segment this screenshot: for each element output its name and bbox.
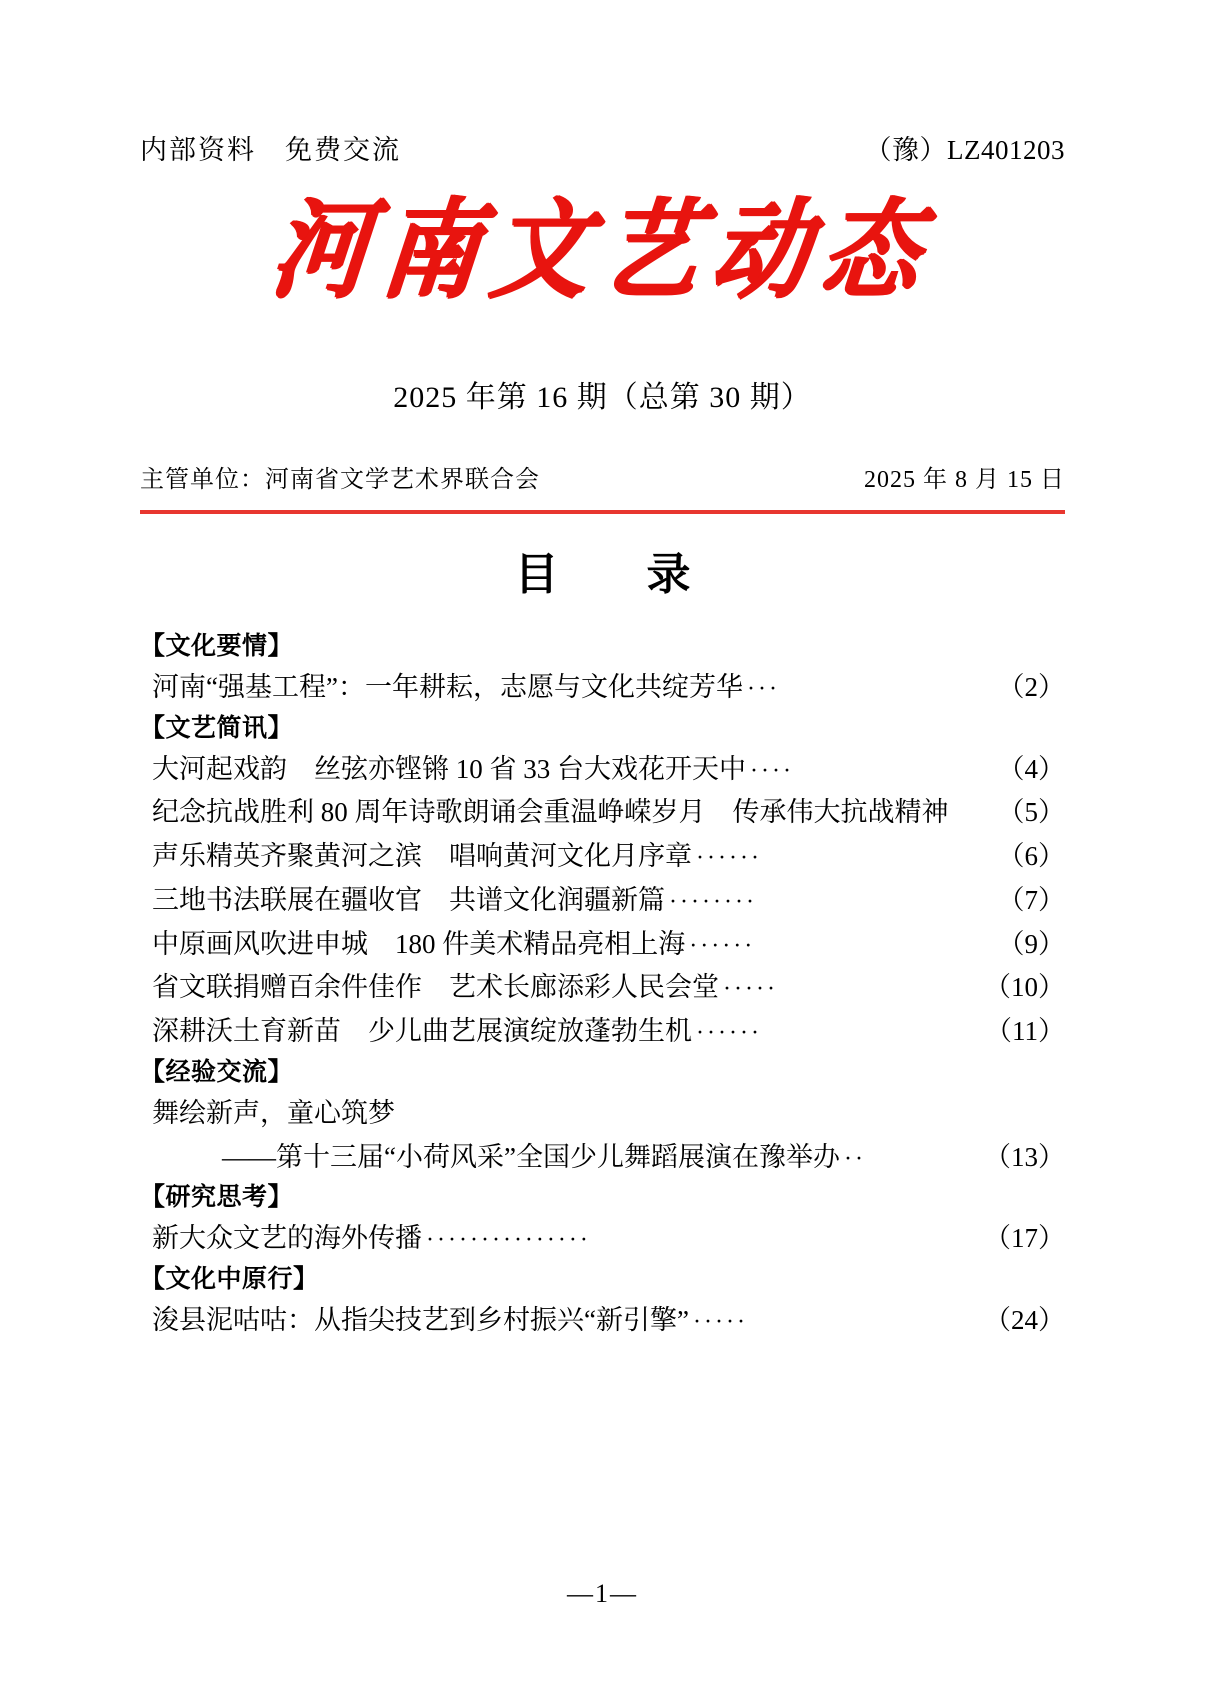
toc-entry-title: 河南“强基工程”：一年耕耘，志愿与文化共绽芳华 <box>152 672 743 702</box>
registration-number: （豫）LZ401203 <box>864 135 1065 165</box>
toc-entry[interactable] <box>140 835 1065 879</box>
toc-dot-leader: ··· <box>746 676 780 702</box>
toc-section-heading: 【文化中原行】 <box>140 1266 319 1294</box>
red-divider-rule <box>140 510 1065 514</box>
toc-entry-page-number: （9） <box>997 928 1065 959</box>
toc-entry[interactable] <box>140 1136 1065 1180</box>
publisher-row <box>140 459 1065 494</box>
toc-entry-page-number: （24） <box>984 1305 1065 1336</box>
toc-entry-page-number: （7） <box>997 884 1065 915</box>
toc-entry-title: 大河起戏韵 丝弦亦铿锵 10 省 33 台大戏花开天中 <box>152 753 746 784</box>
toc-dot-leader: ····· <box>692 1309 748 1336</box>
toc-dot-leader: ······ <box>689 932 756 959</box>
toc-entry-title: 三地书法联展在疆收官 共谱文化润疆新篇 <box>152 884 665 915</box>
masthead-meta-row <box>140 128 1065 167</box>
toc-entry[interactable] <box>140 966 1065 1010</box>
toc-entry-title: 舞绘新声，童心筑梦 <box>152 1097 395 1128</box>
toc-heading: 目 录 <box>514 550 713 599</box>
toc-dot-leader: ·· <box>843 1145 866 1172</box>
internal-notice-text: 内部资料 免费交流 <box>140 135 401 165</box>
toc-entry-title: 新大众文艺的海外传播 <box>152 1223 422 1254</box>
toc-dot-leader: ··············· <box>426 1227 591 1254</box>
toc-entry[interactable] <box>140 879 1065 923</box>
issue-number-line: 2025 年第 16 期（总第 30 期） <box>393 381 812 414</box>
toc-dot-leader: ········ <box>669 888 757 915</box>
publication-title: 河南文艺动态 <box>265 186 940 313</box>
publication-date: 2025 年 8 月 15 日 <box>864 467 1065 493</box>
toc-entry-page-number: （13） <box>984 1141 1065 1172</box>
toc-entry[interactable] <box>140 923 1065 967</box>
toc-entry-page-number: （10） <box>984 972 1065 1003</box>
toc-entry-title: 深耕沃土育新苗 少儿曲艺展演绽放蓬勃生机 <box>152 1016 692 1047</box>
toc-entry[interactable] <box>140 748 1065 792</box>
toc-entry-page-number: （17） <box>984 1223 1065 1254</box>
table-of-contents <box>140 628 1065 1343</box>
toc-dot-leader: ····· <box>723 976 778 1003</box>
toc-entry-title: 省文联捐赠百余件佳作 艺术长廊添彩人民会堂 <box>152 972 719 1003</box>
page-folio: —1— <box>567 1579 638 1608</box>
toc-section-heading: 【经验交流】 <box>140 1058 294 1086</box>
toc-section-heading: 【研究思考】 <box>140 1184 294 1212</box>
toc-entry-title: 浚县泥咕咕：从指尖技艺到乡村振兴“新引擎” <box>152 1305 689 1336</box>
toc-entry[interactable] <box>140 1092 1065 1136</box>
toc-entry[interactable] <box>140 1299 1065 1343</box>
toc-dot-leader: ······ <box>696 845 762 872</box>
toc-entry[interactable] <box>140 1010 1065 1054</box>
toc-entry-title: 中原画风吹进申城 180 件美术精品亮相上海 <box>152 928 686 959</box>
toc-entry-title: 声乐精英齐聚黄河之滨 唱响黄河文化月序章 <box>152 841 692 872</box>
toc-entry[interactable] <box>140 1217 1065 1261</box>
toc-entry-page-number: （2） <box>997 672 1065 702</box>
toc-entry[interactable] <box>140 791 1065 835</box>
toc-entry-page-number: （4） <box>997 753 1065 784</box>
toc-entry-title: ——第十三届“小荷风采”全国少儿舞蹈展演在豫举办 <box>222 1141 840 1172</box>
toc-entry-page-number: （5） <box>997 797 1065 828</box>
toc-section-heading: 【文艺简讯】 <box>140 714 294 742</box>
page-content <box>140 0 1065 1701</box>
toc-dot-leader: ······ <box>696 1020 762 1047</box>
toc-dot-leader: ···· <box>750 757 794 784</box>
supervising-authority: 主管单位：河南省文学艺术界联合会 <box>140 467 540 493</box>
toc-entry[interactable] <box>140 666 1065 710</box>
toc-entry-page-number: （11） <box>985 1016 1065 1047</box>
toc-entry-title: 纪念抗战胜利 80 周年诗歌朗诵会重温峥嵘岁月 传承伟大抗战精神 <box>152 797 949 828</box>
toc-entry-page-number: （6） <box>997 841 1065 872</box>
masthead <box>140 186 1065 313</box>
toc-section-heading: 【文化要情】 <box>140 633 294 660</box>
